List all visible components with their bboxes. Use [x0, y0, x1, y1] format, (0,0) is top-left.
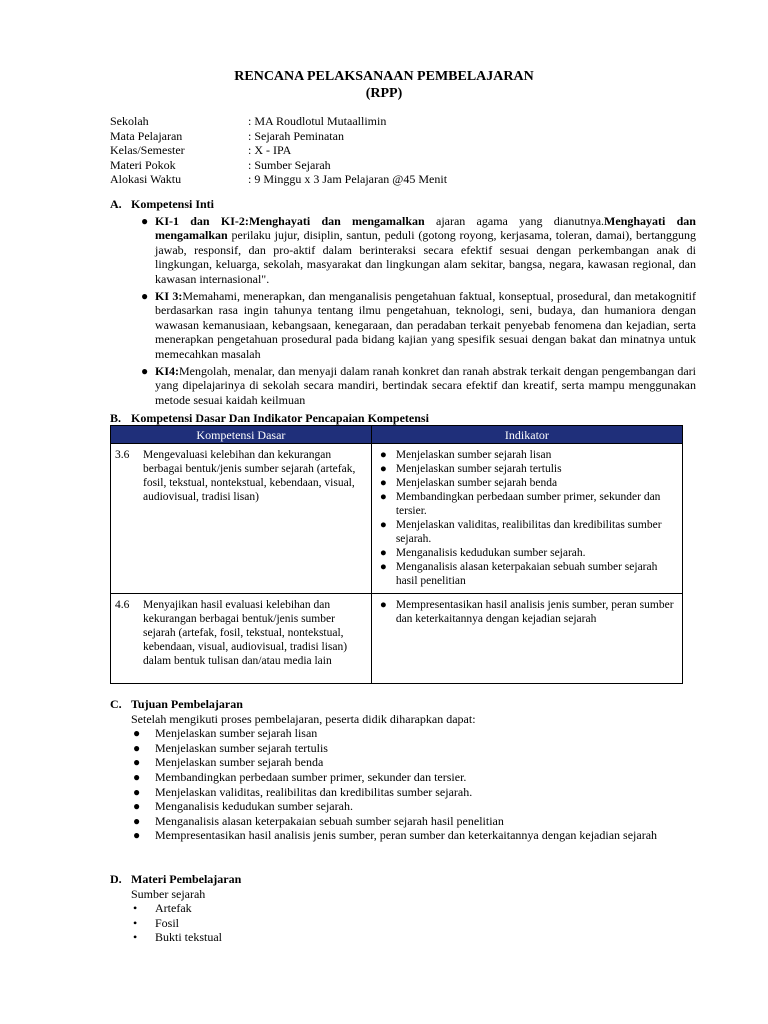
list-item-text: Fosil: [155, 915, 180, 930]
kd-text: Menyajikan hasil evaluasi kelebihan dan kekurangan berbagai bentuk/jenis sumber sejarah (artefak, fosil, tekstual, nontekstual, kebendaan, visual, audiovisual, tradisi lisan) dalam bentuk tulisan dan/atau media lain: [143, 599, 348, 667]
table-row: [111, 444, 683, 594]
section-heading: [110, 411, 696, 426]
list-item: [131, 799, 671, 814]
identity-label: Alokasi Waktu: [110, 172, 182, 187]
list-item-text: Mempresentasikan hasil analisis jenis sumber, peran sumber dan keterkaitannya dengan kejadian sejarah: [155, 828, 658, 843]
identity-row: [110, 158, 447, 173]
bullet-icon: ●: [379, 547, 387, 559]
bullet-icon: •: [133, 915, 138, 930]
list-item: [131, 901, 696, 916]
list-item-text: Menganalisis kedudukan sumber sejarah.: [155, 799, 353, 814]
identity-row: [110, 129, 447, 144]
identity-value: : 9 Minggu x 3 Jam Pelajaran @45 Menit: [248, 172, 448, 187]
section-heading: [110, 697, 696, 712]
section-materi: [110, 872, 696, 945]
indicator-text: Menjelaskan sumber sejarah lisan: [395, 449, 552, 461]
indicator-item: [376, 448, 678, 462]
tujuan-list: [131, 726, 671, 843]
section-intro: Setelah mengikuti proses pembelajaran, peserta didik diharapkan dapat:: [131, 711, 476, 726]
bullet-icon: ●: [379, 477, 387, 489]
ki-item: [131, 289, 696, 362]
indicator-text: Menjelaskan sumber sejarah benda: [395, 477, 558, 489]
bullet-icon: ●: [133, 799, 141, 814]
indicator-item: [376, 476, 678, 490]
list-item: [131, 726, 671, 741]
materi-list: [131, 901, 696, 945]
document-title: RENCANA PELAKSANAAN PEMBELAJARAN: [234, 69, 534, 84]
section-letter: D.: [110, 872, 122, 886]
list-item: [131, 930, 696, 945]
section-intro: Sumber sejarah: [131, 886, 206, 901]
identity-row: [110, 114, 447, 129]
section-kompetensi-inti: [110, 197, 696, 409]
ki-label: KI-1 dan KI-2:Menghayati dan mengamalkan: [155, 213, 425, 228]
section-heading: [110, 872, 696, 887]
bullet-icon: ●: [379, 463, 387, 475]
indicator-text: Mempresentasikan hasil analisis jenis sumber, peran sumber dan keterkaitannya dengan kejadian sejarah: [395, 599, 674, 625]
list-item: [131, 814, 671, 829]
list-item-text: Menjelaskan sumber sejarah benda: [155, 755, 324, 770]
list-item-text: Bukti tekstual: [155, 930, 222, 945]
list-item: [131, 828, 671, 843]
section-title: Tujuan Pembelajaran: [131, 697, 243, 711]
bullet-icon: ●: [141, 363, 149, 378]
section-title: Kompetensi Dasar Dan Indikator Pencapaian Kompetensi: [131, 411, 429, 425]
identity-row: [110, 143, 447, 158]
section-tujuan: [110, 697, 696, 843]
list-item-text: Menjelaskan sumber sejarah lisan: [155, 726, 318, 741]
section-letter: A.: [110, 197, 122, 211]
list-item: [131, 755, 671, 770]
kd-number: 3.6: [115, 449, 130, 461]
list-item-text: Menjelaskan validitas, realibilitas dan kredibilitas sumber sejarah.: [155, 784, 473, 799]
list-item-text: Menjelaskan sumber sejarah tertulis: [155, 740, 328, 755]
bullet-icon: ●: [133, 784, 141, 799]
indicator-cell: [371, 594, 682, 684]
identity-row: [110, 172, 447, 187]
indicator-item: [376, 546, 678, 560]
section-letter: B.: [110, 411, 122, 425]
ki-list: [131, 214, 696, 408]
kd-cell: [111, 444, 372, 594]
bullet-icon: ●: [379, 519, 387, 531]
identity-value: : MA Roudlotul Mutaallimin: [248, 114, 387, 128]
section-title: Kompetensi Inti: [131, 197, 215, 211]
identity-block: [110, 114, 447, 187]
document-subtitle: (RPP): [365, 86, 403, 101]
bullet-icon: ●: [379, 561, 387, 573]
indicator-text: Menganalisis kedudukan sumber sejarah.: [395, 547, 586, 559]
bullet-icon: ●: [133, 726, 141, 741]
indicator-text: Membandingkan perbedaan sumber primer, sekunder dan tersier.: [395, 491, 661, 517]
bullet-icon: ●: [141, 288, 149, 303]
bullet-icon: •: [133, 901, 138, 916]
section-letter: C.: [110, 697, 122, 711]
ki-label: KI 3:: [155, 288, 183, 303]
bullet-icon: ●: [133, 769, 141, 784]
list-item: [131, 785, 671, 800]
list-item: [131, 770, 671, 785]
indicator-text: Menjelaskan sumber sejarah tertulis: [395, 463, 562, 475]
kd-number: 4.6: [115, 599, 130, 611]
indicator-list: [376, 448, 678, 588]
indicator-item: [376, 462, 678, 476]
identity-label: Kelas/Semester: [110, 143, 185, 158]
table-header-row: [111, 426, 683, 444]
bullet-icon: ●: [379, 599, 387, 611]
indicator-item: [376, 560, 678, 588]
ki-item: [131, 364, 696, 408]
list-item-text: Membandingkan perbedaan sumber primer, sekunder dan tersier.: [155, 769, 467, 784]
bullet-icon: ●: [133, 828, 141, 843]
indicator-list: [376, 598, 678, 626]
ki-text: ajaran agama yang dianutnya.: [424, 213, 605, 228]
kd-table: [110, 425, 683, 684]
column-header-kd: Kompetensi Dasar: [111, 426, 372, 444]
kd-cell: [111, 594, 372, 684]
list-item-text: Menganalisis alasan keterpakaian sebuah sumber sejarah hasil penelitian: [155, 813, 504, 828]
indicator-cell: [371, 444, 682, 594]
bullet-icon: ●: [133, 813, 141, 828]
indicator-item: [376, 598, 678, 626]
section-title: Materi Pembelajaran: [131, 872, 242, 886]
bullet-icon: ●: [379, 449, 387, 461]
table-row: [111, 594, 683, 684]
identity-label: Materi Pokok: [110, 157, 176, 172]
kd-text: Mengevaluasi kelebihan dan kekurangan berbagai bentuk/jenis sumber sejarah (artefak, fosil, tekstual, nontekstual, kebendaan, visual, audiovisual, tradisi lisan): [143, 449, 356, 503]
identity-label: Sekolah: [110, 114, 149, 128]
ki-label: KI4:: [155, 363, 179, 378]
ki-item: [131, 214, 696, 287]
bullet-icon: ●: [133, 740, 141, 755]
indicator-item: [376, 490, 678, 518]
bullet-icon: ●: [141, 213, 149, 228]
list-item-text: Artefak: [155, 901, 192, 916]
section-kd-heading: [110, 411, 696, 426]
identity-value: : X - IPA: [248, 143, 292, 158]
column-header-indikator: Indikator: [371, 426, 682, 444]
identity-label: Mata Pelajaran: [110, 128, 183, 143]
ki-text: Memahami, menerapkan, dan menganalisis pengetahuan faktual, konseptual, prosedural, dan metakognitif berdasarkan rasa ingin tahunya tentang ilmu pengetahuan, teknologi, seni, budaya, dan humaniora dengan wawasan kemanusiaan, kebangsaan, kenegaraan, dan peradaban terkait penyebab fenomena dan kejadian, serta menerapkan pengetahuan prosedural pada bidang kajian yang spesifik sesuai dengan bakat dan minatnya untuk memecahkan masalah: [155, 288, 696, 361]
ki-text: Mengolah, menalar, dan menyaji dalam ranah konkret dan ranah abstrak terkait dengan pengembangan dari yang dipelajarinya di sekolah secara mandiri, bertindak secara efektif dan kreatif, serta mampu menggunakan metode sesuai kaidah keilmuan: [155, 363, 696, 407]
list-item: [131, 741, 671, 756]
indicator-text: Menganalisis alasan keterpakaian sebuah sumber sejarah hasil penelitian: [395, 561, 658, 587]
indicator-item: [376, 518, 678, 546]
ki-text: perilaku jujur, disiplin, santun, peduli (gotong royong, kerjasama, toleran, damai), bertanggung jawab, responsif, dan pro-aktif dalam berinteraksi secara efektif sesuai dengan perkembangan anak di lingkungan, keluarga, sekolah, masyarakat dan lingkungan alam sekitar, bangsa, negara, kawasan regional, dan kawasan internasional".: [155, 228, 696, 286]
bullet-icon: ●: [379, 491, 387, 503]
bullet-icon: ●: [133, 755, 141, 770]
ki-label: Menghayati dan mengamalkan: [155, 213, 696, 243]
indicator-text: Menjelaskan validitas, realibilitas dan kredibilitas sumber sejarah.: [395, 519, 662, 545]
section-heading: [110, 197, 696, 212]
bullet-icon: •: [133, 930, 138, 945]
identity-value: : Sejarah Peminatan: [248, 128, 344, 143]
identity-value: : Sumber Sejarah: [248, 157, 331, 172]
list-item: [131, 916, 696, 931]
